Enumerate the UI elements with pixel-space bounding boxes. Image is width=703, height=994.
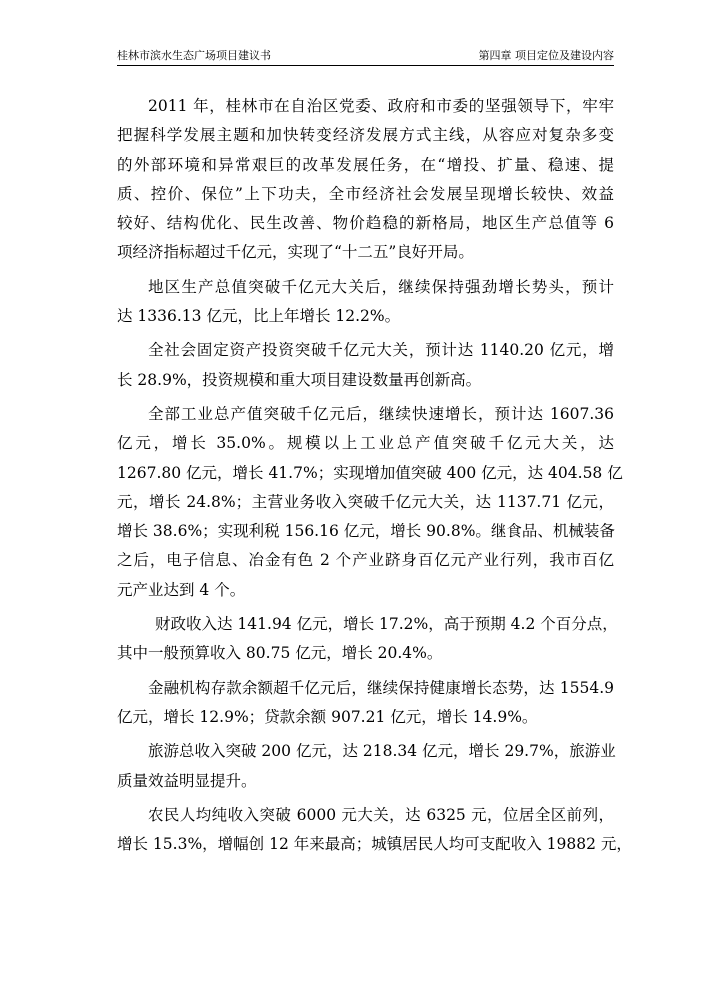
paragraph-fiscal (117, 610, 618, 669)
header-chapter-title: 第四章 项目定位及建设内容 (478, 49, 614, 62)
paragraph-gdp (117, 273, 614, 332)
text-line: 其中一般预算收入 80.75 亿元，增长 20.4%。 (117, 644, 443, 663)
text-line: 旅游总收入突破 200 亿元，达 218.34 亿元，增长 29.7%，旅游业 (148, 742, 616, 761)
paragraph-income (117, 801, 632, 860)
text-line: 增长 15.3%，增幅创 12 年来最高；城镇居民人均可支配收入 19882 元， (117, 835, 632, 854)
text-line: 元，增长 24.8%；主营业务收入突破千亿元大关，达 1137.71 亿元， (117, 492, 614, 511)
text-line: 的外部环境和异常艰巨的改革发展任务，在“增投、扩量、稳速、提 (117, 155, 614, 174)
header-document-title: 桂林市滨水生态广场项目建议书 (117, 49, 271, 62)
text-line: 亿元，增长 12.9%；贷款余额 907.21 亿元，增长 14.9%。 (117, 707, 538, 726)
text-line: 金融机构存款余额超千亿元后，继续保持健康增长态势，达 1554.9 (148, 678, 614, 697)
text-line: 达 1336.13 亿元，比上年增长 12.2%。 (117, 307, 401, 326)
text-line: 财政收入达 141.94 亿元，增长 17.2%，高于预期 4.2 个百分点， (155, 615, 618, 634)
text-line: 全部工业总产值突破千亿元后，继续快速增长，预计达 1607.36 (148, 404, 614, 423)
paragraph-industry (117, 400, 623, 605)
page-header (117, 43, 614, 66)
text-line: 之后，电子信息、冶金有色 2 个产业跻身百亿元产业行列，我市百亿 (117, 551, 614, 570)
text-line: 把握科学发展主题和加快转变经济发展方式主线，从容应对复杂多变 (117, 126, 614, 145)
document-body (117, 92, 632, 859)
text-line: 质量效益明显提升。 (117, 771, 257, 790)
text-line: 较好、结构优化、民生改善、物价趋稳的新格局，地区生产总值等 6 (117, 214, 614, 233)
text-line: 元产业达到 4 个。 (117, 580, 246, 599)
paragraph-finance (117, 674, 614, 733)
text-line: 质、控价、保位”上下功夫，全市经济社会发展呈现增长较快、效益 (117, 184, 614, 203)
text-line: 长 28.9%，投资规模和重大项目建设数量再创新高。 (117, 370, 482, 389)
text-line: 增长 38.6%；实现利税 156.16 亿元，增长 90.8%。继食品、机械装备 (117, 522, 615, 541)
paragraph-fixed-investment (117, 336, 614, 395)
text-line: 农民人均纯收入突破 6000 元大关，达 6325 元，位居全区前列， (148, 805, 614, 824)
text-line: 1267.80 亿元，增长 41.7%；实现增加值突破 400 亿元，达 404.58 亿 (117, 463, 623, 482)
text-line: 地区生产总值突破千亿元大关后，继续保持强劲增长势头，预计 (148, 277, 614, 296)
paragraph-overview (117, 92, 614, 268)
text-line: 亿元，增长 35.0%。规模以上工业总产值突破千亿元大关，达 (117, 434, 614, 453)
text-line: 项经济指标超过千亿元，实现了“十二五”良好开局。 (117, 243, 474, 262)
text-line: 2011 年，桂林市在自治区党委、政府和市委的坚强领导下，牢牢 (148, 97, 614, 115)
text-line: 全社会固定资产投资突破千亿元大关，预计达 1140.20 亿元，增 (148, 341, 614, 360)
paragraph-tourism (117, 737, 614, 796)
